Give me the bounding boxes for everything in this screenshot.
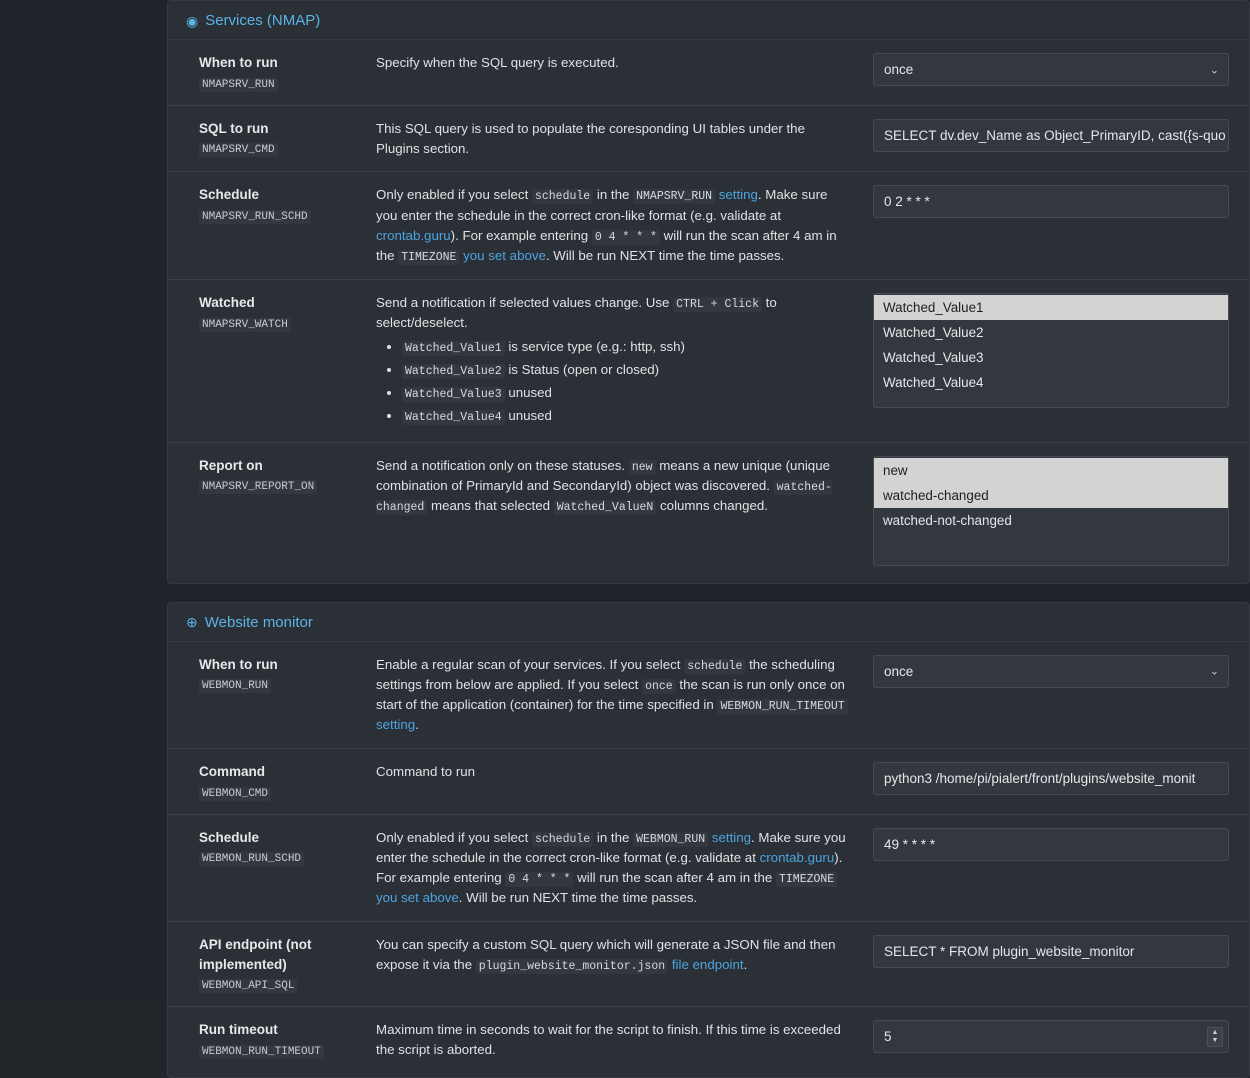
card-body-website-monitor bbox=[168, 642, 1249, 1078]
setting-description: Command to run bbox=[376, 764, 476, 780]
number-stepper[interactable]: ▲ ▼ bbox=[1207, 1027, 1223, 1047]
select-wrapper bbox=[873, 655, 1229, 688]
setting-description-list bbox=[376, 337, 851, 426]
card-body-services-nmap bbox=[168, 40, 1249, 583]
setting-key: NMAPSRV_RUN_SCHD bbox=[199, 210, 311, 224]
listbox-option[interactable]: Watched_Value4 bbox=[883, 375, 984, 391]
chevron-down-icon: ⌄ bbox=[1209, 665, 1219, 678]
setting-control-col bbox=[873, 1020, 1235, 1053]
setting-title: SQL to run bbox=[199, 120, 269, 136]
setting-control-col bbox=[873, 185, 1235, 218]
setting-listbox-watched[interactable] bbox=[873, 293, 1229, 408]
setting-title: Run timeout bbox=[199, 1022, 278, 1038]
card-header-website-monitor bbox=[168, 603, 1249, 642]
listbox-option[interactable]: watched-changed bbox=[874, 483, 1228, 508]
setting-description: Only enabled if you select schedule in the NMAPSRV_RUN setting. Make sure you enter the schedule in the correct cron-like format (e.g. validate at crontab.guru). For example entering 0 4 * * * will run the scan after 4 am in the TIMEZONE you set above. Will be run NEXT time the time passes. bbox=[376, 187, 837, 264]
spinner-wrapper bbox=[873, 1020, 1229, 1053]
setting-input-sql-to-run[interactable]: SELECT dv.dev_Name as Object_PrimaryID, cast({s-quo bbox=[873, 119, 1229, 152]
setting-control-col bbox=[873, 655, 1235, 688]
setting-select-when-to-run[interactable]: once bbox=[873, 655, 1229, 688]
setting-control-col bbox=[873, 293, 1235, 408]
listbox-option[interactable]: Watched_Value2 bbox=[883, 325, 984, 341]
setting-row-run-timeout bbox=[168, 1007, 1249, 1073]
settings-card-website-monitor bbox=[167, 602, 1250, 1078]
setting-key: WEBMON_RUN bbox=[199, 679, 271, 693]
setting-key: WEBMON_RUN_TIMEOUT bbox=[199, 1045, 324, 1059]
setting-label-col bbox=[182, 119, 376, 158]
setting-row-schedule bbox=[168, 815, 1249, 922]
listbox-option[interactable]: watched-not-changed bbox=[883, 512, 1012, 528]
setting-description: Specify when the SQL query is executed. bbox=[376, 55, 619, 70]
setting-key: NMAPSRV_REPORT_ON bbox=[199, 480, 317, 494]
setting-description: Only enabled if you select schedule in the WEBMON_RUN setting. Make sure you enter the schedule in the correct cron-like format (e.g. validate at crontab.guru). For example entering 0 4 * * * will run the scan after 4 am in the TIMEZONE you set above. Will be run NEXT time the time passes. bbox=[376, 829, 846, 906]
setting-row-watched bbox=[168, 280, 1249, 442]
radar-icon: ◉ bbox=[186, 12, 199, 29]
setting-label-col bbox=[182, 53, 376, 92]
card-title: Services (NMAP) bbox=[205, 12, 321, 29]
setting-row-api-endpoint bbox=[168, 922, 1249, 1007]
setting-input-command[interactable]: python3 /home/pi/pialert/front/plugins/website_monit bbox=[873, 762, 1229, 795]
setting-row-command bbox=[168, 749, 1249, 815]
setting-title: API endpoint (not implemented) bbox=[199, 937, 312, 972]
list-item: • Watched_Value2 is Status (open or closed) bbox=[402, 360, 851, 381]
setting-label-col bbox=[182, 828, 376, 867]
setting-key: NMAPSRV_CMD bbox=[199, 143, 278, 157]
setting-control-col bbox=[873, 828, 1235, 861]
setting-row-report-on bbox=[168, 443, 1249, 579]
card-title: Website monitor bbox=[204, 613, 313, 631]
setting-description: You can specify a custom SQL query which will generate a JSON file and then expose it via the plugin_website_monitor.json file endpoint. bbox=[376, 937, 836, 974]
setting-title: Command bbox=[199, 764, 266, 780]
setting-key: WEBMON_API_SQL bbox=[199, 979, 297, 993]
setting-label-col bbox=[182, 456, 376, 495]
setting-key: WEBMON_RUN_SCHD bbox=[199, 852, 304, 866]
setting-label-col bbox=[182, 293, 376, 332]
setting-input-schedule[interactable]: 0 2 * * * bbox=[873, 185, 1229, 218]
setting-description: Enable a regular scan of your services. If you select schedule the scheduling settings from below are applied. If you select once the scan is run only once on start of the application (container) for the time specified in WEBMON_RUN_TIMEOUT setting. bbox=[376, 655, 873, 736]
setting-control-col bbox=[873, 119, 1235, 152]
setting-control-col bbox=[873, 53, 1235, 86]
setting-description: Maximum time in seconds to wait for the script to finish. If this time is exceeded the script is aborted. bbox=[376, 1022, 841, 1058]
setting-label-col bbox=[182, 935, 376, 993]
listbox-option[interactable]: new bbox=[874, 458, 1228, 483]
list-item: • Watched_Value3 unused bbox=[402, 383, 851, 404]
list-item: • Watched_Value4 unused bbox=[402, 406, 851, 427]
left-gutter bbox=[0, 0, 167, 1000]
setting-row-sql-to-run bbox=[168, 106, 1249, 173]
setting-description: Send a notification only on these statuses. new means a new unique (unique combination of PrimaryId and SecondaryId) object was discovered. watched-changed means that selected Watched_ValueN columns changed. bbox=[376, 457, 832, 515]
setting-select-when-to-run[interactable]: once bbox=[873, 53, 1229, 86]
setting-key: NMAPSRV_WATCH bbox=[199, 318, 291, 332]
listbox-option[interactable]: Watched_Value1 bbox=[874, 295, 1228, 320]
setting-row-when-to-run bbox=[168, 642, 1249, 750]
setting-control-col bbox=[873, 762, 1235, 795]
select-wrapper bbox=[873, 53, 1229, 86]
setting-listbox-report-on[interactable] bbox=[873, 456, 1229, 566]
setting-title: Report on bbox=[199, 457, 263, 473]
setting-label-col bbox=[182, 1020, 376, 1059]
setting-title: Watched bbox=[199, 295, 255, 311]
setting-label-col bbox=[182, 762, 376, 801]
setting-key: NMAPSRV_RUN bbox=[199, 78, 278, 92]
setting-title: When to run bbox=[199, 656, 278, 672]
settings-content bbox=[167, 0, 1250, 1058]
setting-title: Schedule bbox=[199, 829, 260, 845]
setting-input-api-endpoint[interactable]: SELECT * FROM plugin_website_monitor bbox=[873, 935, 1229, 968]
list-item: • Watched_Value1 is service type (e.g.: http, ssh) bbox=[402, 337, 851, 358]
globe-icon: ⊕ bbox=[186, 614, 198, 631]
settings-card-services-nmap bbox=[167, 0, 1250, 584]
setting-row-schedule bbox=[168, 172, 1249, 280]
setting-control-col bbox=[873, 935, 1235, 968]
card-header-services-nmap bbox=[168, 1, 1249, 40]
setting-label-col bbox=[182, 185, 376, 224]
setting-label-col bbox=[182, 655, 376, 694]
setting-title: When to run bbox=[199, 55, 278, 70]
setting-key: WEBMON_CMD bbox=[199, 787, 271, 801]
setting-description: Send a notification if selected values change. Use CTRL + Click to select/deselect. • Watched_Value1 is service type (e.g.: http, ssh) • Watched_Value2 is Status (open or closed) • Watched_Value3 unused • Watched_Value4 unused bbox=[376, 293, 873, 428]
setting-row-when-to-run bbox=[168, 40, 1249, 106]
sections-container bbox=[167, 0, 1250, 1078]
setting-input-run-timeout[interactable]: 5 bbox=[873, 1020, 1229, 1053]
setting-description: This SQL query is used to populate the coresponding UI tables under the Plugins section. bbox=[376, 120, 805, 156]
listbox-option[interactable]: Watched_Value3 bbox=[883, 350, 984, 366]
setting-input-schedule[interactable]: 49 * * * * bbox=[873, 828, 1229, 861]
setting-title: Schedule bbox=[199, 187, 260, 203]
setting-control-col bbox=[873, 456, 1235, 566]
chevron-down-icon: ⌄ bbox=[1209, 64, 1219, 76]
